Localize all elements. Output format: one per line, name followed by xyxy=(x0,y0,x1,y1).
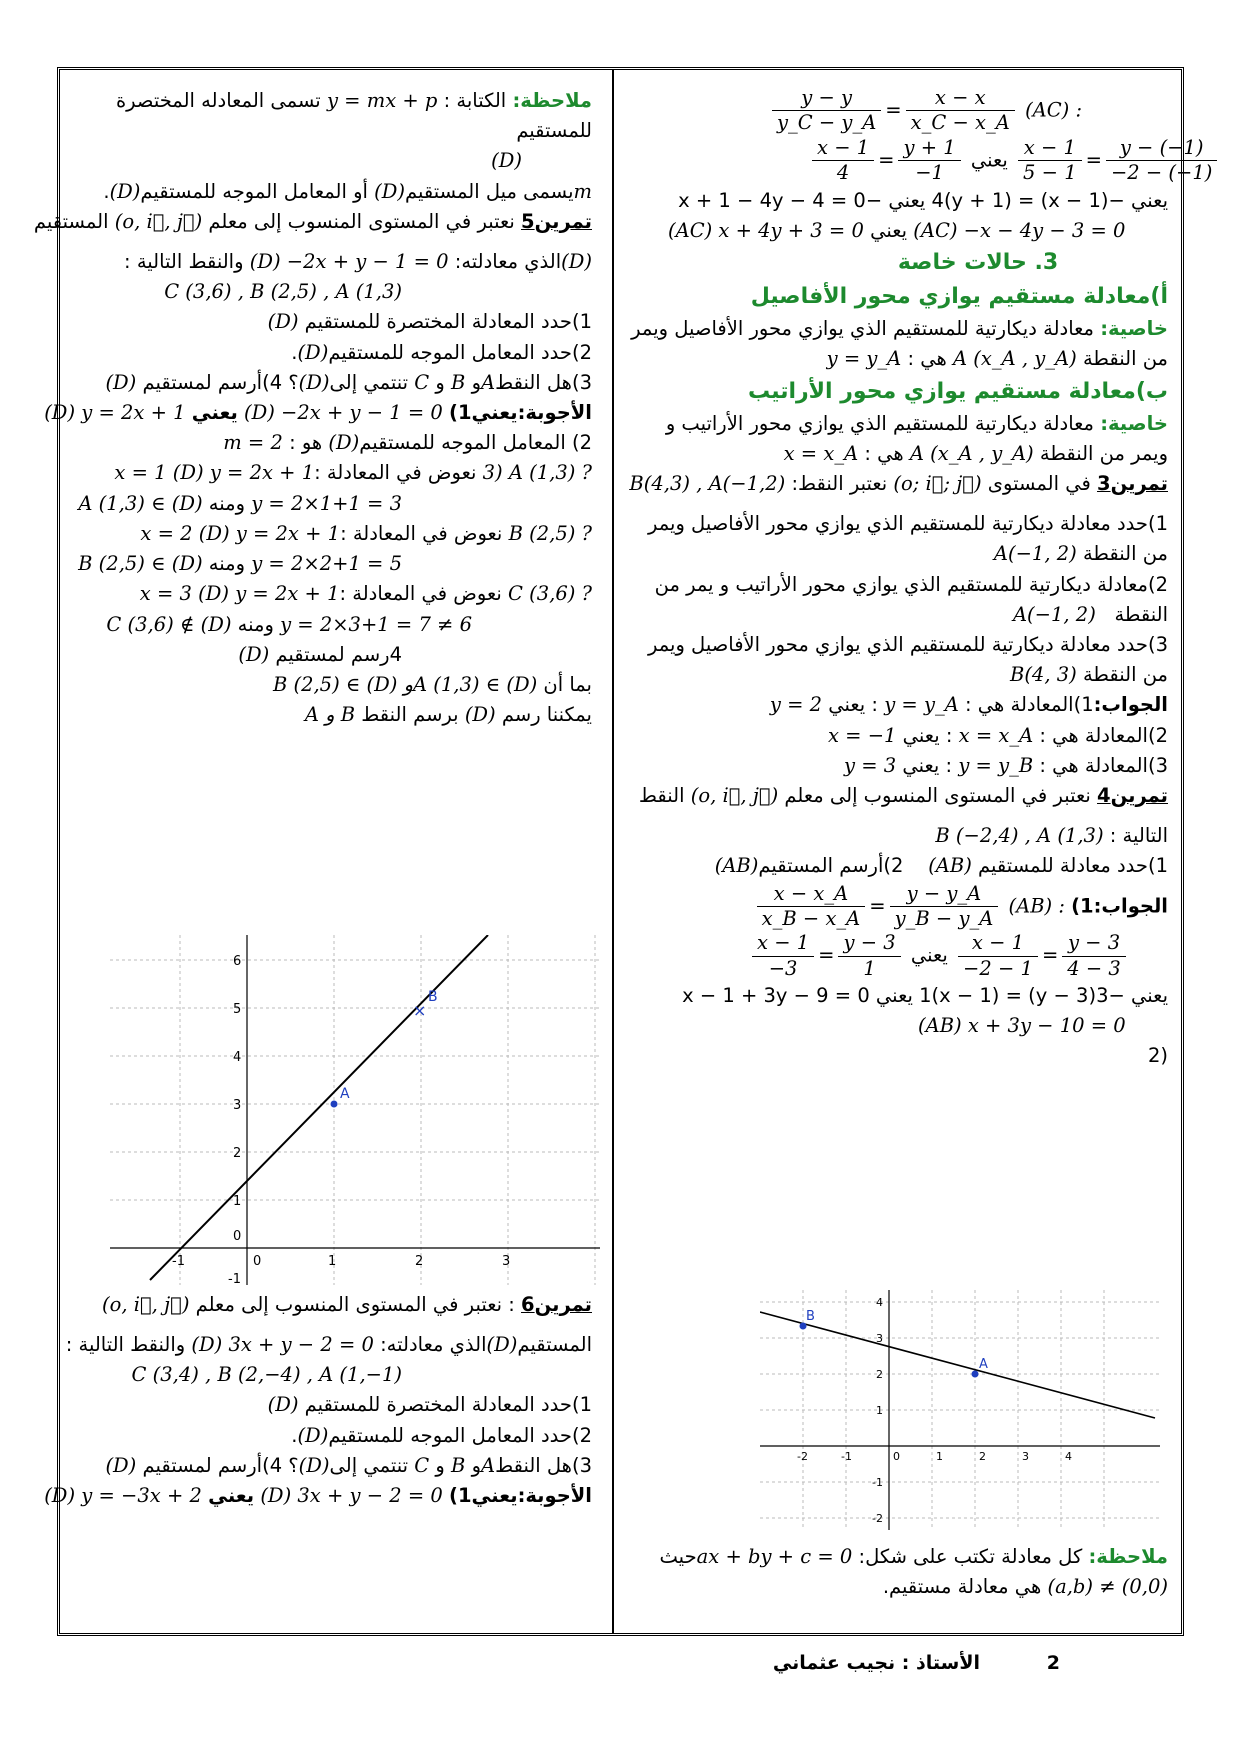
point-a-label: A xyxy=(979,1357,988,1372)
exercise-3-q2b: النقطة A(−1, 2) xyxy=(1012,602,1168,626)
exercise-6-q2: 2)حدد المعامل الموجه للمستقيم(D). xyxy=(291,1423,592,1447)
tick-x-neg2: -2 xyxy=(797,1450,808,1463)
column-divider xyxy=(612,70,614,1633)
graph-line-d xyxy=(110,935,600,1285)
graph-line-ab xyxy=(760,1290,1160,1530)
left-column xyxy=(33,86,592,730)
exercise-6-q3: 3)هل النقطAو B و C تنتمي إلى(D)؟ 4)أرسم لمستقيم (D) xyxy=(105,1453,592,1477)
exercise-5-since: بما أن B (2,5) ∈ (D) وA (1,3) ∈ (D) xyxy=(272,672,592,696)
exercise-5-can-draw: يمكننا رسم (D) برسم النقط A و B xyxy=(304,703,592,727)
tick-y-0: 0 xyxy=(233,1229,242,1244)
property-1-line2: من النقطة A (x_A , y_A) هي : y = y_A xyxy=(826,347,1168,371)
exercise-3-title: تمرين3 في المستوى (o; i⃗; j⃗) نعتبر النقط: B(4,3) , A(−1,2) xyxy=(629,472,1168,496)
tick-y-neg1: -1 xyxy=(228,1272,241,1285)
exercise-5-answer-4: 4رسم لمستقيم (D) xyxy=(238,642,402,666)
tick-x-2: 2 xyxy=(415,1254,424,1269)
section-3-title: 3. حالات خاصة xyxy=(897,249,1059,275)
exercise-5-answer-2: 2) المعامل الموجه للمستقيم(D) هو : m = 2 xyxy=(223,431,592,455)
exercise-5-answer-3c-result: y = 2×3+1 = 7 ≠ 6 ومنه C (3,6) ∉ (D) xyxy=(106,612,472,636)
exercise-5-q2: 2)حدد المعامل الموجه للمستقيم(D). xyxy=(291,340,592,364)
exercise-5-answer-3b: B (2,5) ? نعوض في المعادلة :(D) y = 2x + 1 x = 2 xyxy=(140,521,592,545)
tick-y-4: 4 xyxy=(233,1050,242,1065)
right-column xyxy=(629,86,1213,1072)
point-a xyxy=(331,1101,338,1108)
exercise-6 xyxy=(44,1290,592,1511)
tick-x-0: 0 xyxy=(253,1254,262,1269)
exercise-4-step1: $\frac{x - 1}{-3}$ = $\frac{y - 3}{1}$ يعني $\frac{x - 1}{-2 - 1}$ = $\frac{y - 3}{4 - 3}$ xyxy=(648,931,1168,981)
tick-x-1: 1 xyxy=(328,1254,337,1269)
exercise-5-answer-3b-result: y = 2×2+1 = 5 ومنه B (2,5) ∈ (D) xyxy=(78,552,402,576)
final-note-line1: ملاحظة: كل معادلة تكتب على شكل: ax + by + c = 0حيث xyxy=(659,1545,1168,1568)
exercise-5-line2: (D)الذي معادلته: (D) −2x + y − 1 = 0 والنقط التالية : xyxy=(124,249,592,273)
exercise-4-points: التالية : B (−2,4) , A (1,3) xyxy=(935,824,1168,848)
exercise-6-answer-1: الأجوبة:يعني1) (D) 3x + y − 2 = 0 يعني (D) y = −3x + 2 xyxy=(44,1484,592,1508)
exercise-5-answer-3a-result: y = 2×1+1 = 3 ومنه A (1,3) ∈ (D) xyxy=(78,491,402,515)
line-d xyxy=(150,935,488,1280)
tick-y-6: 6 xyxy=(233,954,242,969)
tick-y-neg1: -1 xyxy=(872,1476,883,1489)
point-b-label: B xyxy=(806,1309,815,1324)
exercise-5-answer-3a: 3) A (1,3) ? نعوض في المعادلة :(D) y = 2x + 1 x = 1 xyxy=(114,461,592,485)
exercise-3-q3b: من النقطة B(4, 3) xyxy=(1009,663,1168,687)
tick-y-4: 4 xyxy=(876,1296,883,1309)
property-2-line2: ويمر من النقطة A (x_A , y_A) هي : x = x_A xyxy=(783,441,1168,465)
exercise-5-q3: 3)هل النقطAو B و C تنتمي إلى(D)؟ 4)أرسم لمستقيم (D) xyxy=(105,370,592,394)
exercise-5-answer-3c: C (3,6) ? نعوض في المعادلة :(D) y = 2x + 1 x = 3 xyxy=(139,582,592,606)
exercise-3-q2: 2)معادلة ديكارتية للمستقيم الذي يوازي محور الأراتيب و يمر من xyxy=(654,572,1168,596)
exercise-6-title: تمرين6 : نعتبر في المستوى المنسوب إلى معلم (o, i⃗, j⃗) xyxy=(101,1293,592,1316)
line-ab xyxy=(760,1312,1155,1418)
tick-y-3: 3 xyxy=(876,1332,883,1345)
final-note xyxy=(648,1542,1168,1602)
tick-y-2: 2 xyxy=(876,1368,883,1381)
exercise-4-answer-1: الجواب:1) (AB) : $\frac{x - x\_A}{x\_B - x\_A}$ = $\frac{y - y\_A}{y\_B - y\_A}$ xyxy=(648,882,1168,932)
point-a xyxy=(972,1371,979,1378)
tick-y-5: 5 xyxy=(233,1002,242,1017)
point-b-label: B xyxy=(428,989,438,1005)
tick-y-3: 3 xyxy=(233,1098,242,1113)
tick-x-neg1: -1 xyxy=(841,1450,852,1463)
tick-x-4: 4 xyxy=(1065,1450,1072,1463)
point-b-marker: × xyxy=(413,1001,427,1020)
tick-x-3: 3 xyxy=(1022,1450,1029,1463)
left-note-line1: ملاحظة: الكتابة : y = mx + p تسمى المعادله المختصرة xyxy=(115,89,592,112)
section-b-title: ب)معادلة مستقيم يوازي محور الأراتيب xyxy=(747,378,1168,404)
exercise-3-answer-1: الجواب:1)المعادلة هي : y = y_A : يعني y = 2 xyxy=(769,693,1168,717)
ac-step2: يعني −(x − 1) = 4(y + 1) يعني −x + 1 − 4y − 4 = 0 xyxy=(678,188,1168,212)
exercise-5-q1: 1)حدد المعادلة المختصرة للمستقيم (D) xyxy=(267,310,592,334)
tick-y-2: 2 xyxy=(233,1146,242,1161)
tick-x-0: 0 xyxy=(893,1450,900,1463)
exercise-3-q3: 3)حدد معادلة ديكارتية للمستقيم الذي يوازي محور الأفاصيل ويمر xyxy=(647,632,1168,656)
section-a-title: أ)معادلة مستقيم يوازي محور الأفاصيل xyxy=(750,284,1168,310)
exercise-3-answer-2: 2)المعادلة هي : x = x_A : يعني x = −1 xyxy=(827,723,1168,747)
exercise-4-questions: 1)حدد معادلة للمستقيم (AB) 2)أرسم المستقيم(AB) xyxy=(714,854,1168,878)
left-note-line3: (D) xyxy=(491,149,522,173)
exercise-3-answer-3: 3)المعادلة هي : y = y_B : يعني y = 3 xyxy=(844,753,1168,777)
exercise-3-q1b: من النقطة A(−1, 2) xyxy=(993,542,1168,566)
page-number: 2 xyxy=(1046,1652,1060,1674)
exercise-5-title: تمرين5 نعتبر في المستوى المنسوب إلى معلم (o, i⃗, j⃗) المستقيم xyxy=(33,209,592,233)
exercise-6-line2: المستقيم(D)الذي معادلته: (D) 3x + y − 2 = 0 والنقط التالية : xyxy=(65,1333,592,1356)
property-1: خاصية: معادلة ديكارتية للمستقيم الذي يوازي محور الأفاصيل ويمر xyxy=(631,317,1168,341)
ac-step1: $\frac{x - 1}{4}$ = $\frac{y + 1}{-1}$ يعني $\frac{x - 1}{5 - 1}$ = $\frac{y - (-1)}{-2 - (-1)}$ xyxy=(648,136,1168,186)
slope-definition: mيسمى ميل المستقيم(D) أو المعامل الموجه للمستقيم(D). xyxy=(103,179,592,203)
exercise-4-step3: (AB) x + 3y − 10 = 0 xyxy=(918,1014,1126,1038)
exercise-3-q1: 1)حدد معادلة ديكارتية للمستقيم الذي يوازي محور الأفاصيل ويمر xyxy=(647,512,1168,536)
exercise-4-step4: (2 xyxy=(1147,1044,1168,1068)
exercise-5-answer-1: الأجوبة:يعني1) (D) −2x + y − 1 = 0 يعني (D) y = 2x + 1 xyxy=(44,400,592,424)
final-note-line2: (a,b) ≠ (0,0) هي معادلة مستقيم. xyxy=(882,1575,1168,1599)
point-a-label: A xyxy=(340,1086,350,1102)
ac-step3: (AC) x + 4y + 3 = 0 يعني (AC) −x − 4y − 3 = 0 xyxy=(668,218,1126,242)
tick-y-neg2: -2 xyxy=(872,1512,883,1525)
footer-teacher: الأستاذ : نجيب عثماني xyxy=(772,1652,980,1674)
tick-y-1: 1 xyxy=(876,1404,883,1417)
tick-x-neg1: -1 xyxy=(172,1254,185,1269)
tick-y-1: 1 xyxy=(233,1194,242,1209)
exercise-6-q1: 1)حدد المعادلة المختصرة للمستقيم (D) xyxy=(267,1393,592,1417)
tick-x-1: 1 xyxy=(936,1450,943,1463)
ac-formula: (AC) : $\frac{x - x}{x\_C - x\_A}$ = $\frac{y - y}{y\_C - y\_A}$ xyxy=(648,86,1168,136)
exercise-6-points: C (3,4) , B (2,−4) , A (1,−1) xyxy=(131,1363,402,1387)
property-2: خاصية: معادلة ديكارتية للمستقيم الذي يوازي محور الأراتيب و xyxy=(665,411,1168,435)
left-note-line2: للمستقيم xyxy=(516,119,592,143)
exercise-4-step2: يعني −3(y − 3) = 1(x − 1) يعني x − 1 + 3y − 9 = 0 xyxy=(682,984,1168,1007)
exercise-4-title: تمرين4 نعتبر في المستوى المنسوب إلى معلم (o, i⃗, j⃗) النقط xyxy=(638,784,1168,808)
tick-x-2: 2 xyxy=(979,1450,986,1463)
exercise-5-points: C (3,6) , B (2,5) , A (1,3) xyxy=(164,280,402,304)
tick-x-3: 3 xyxy=(502,1254,511,1269)
